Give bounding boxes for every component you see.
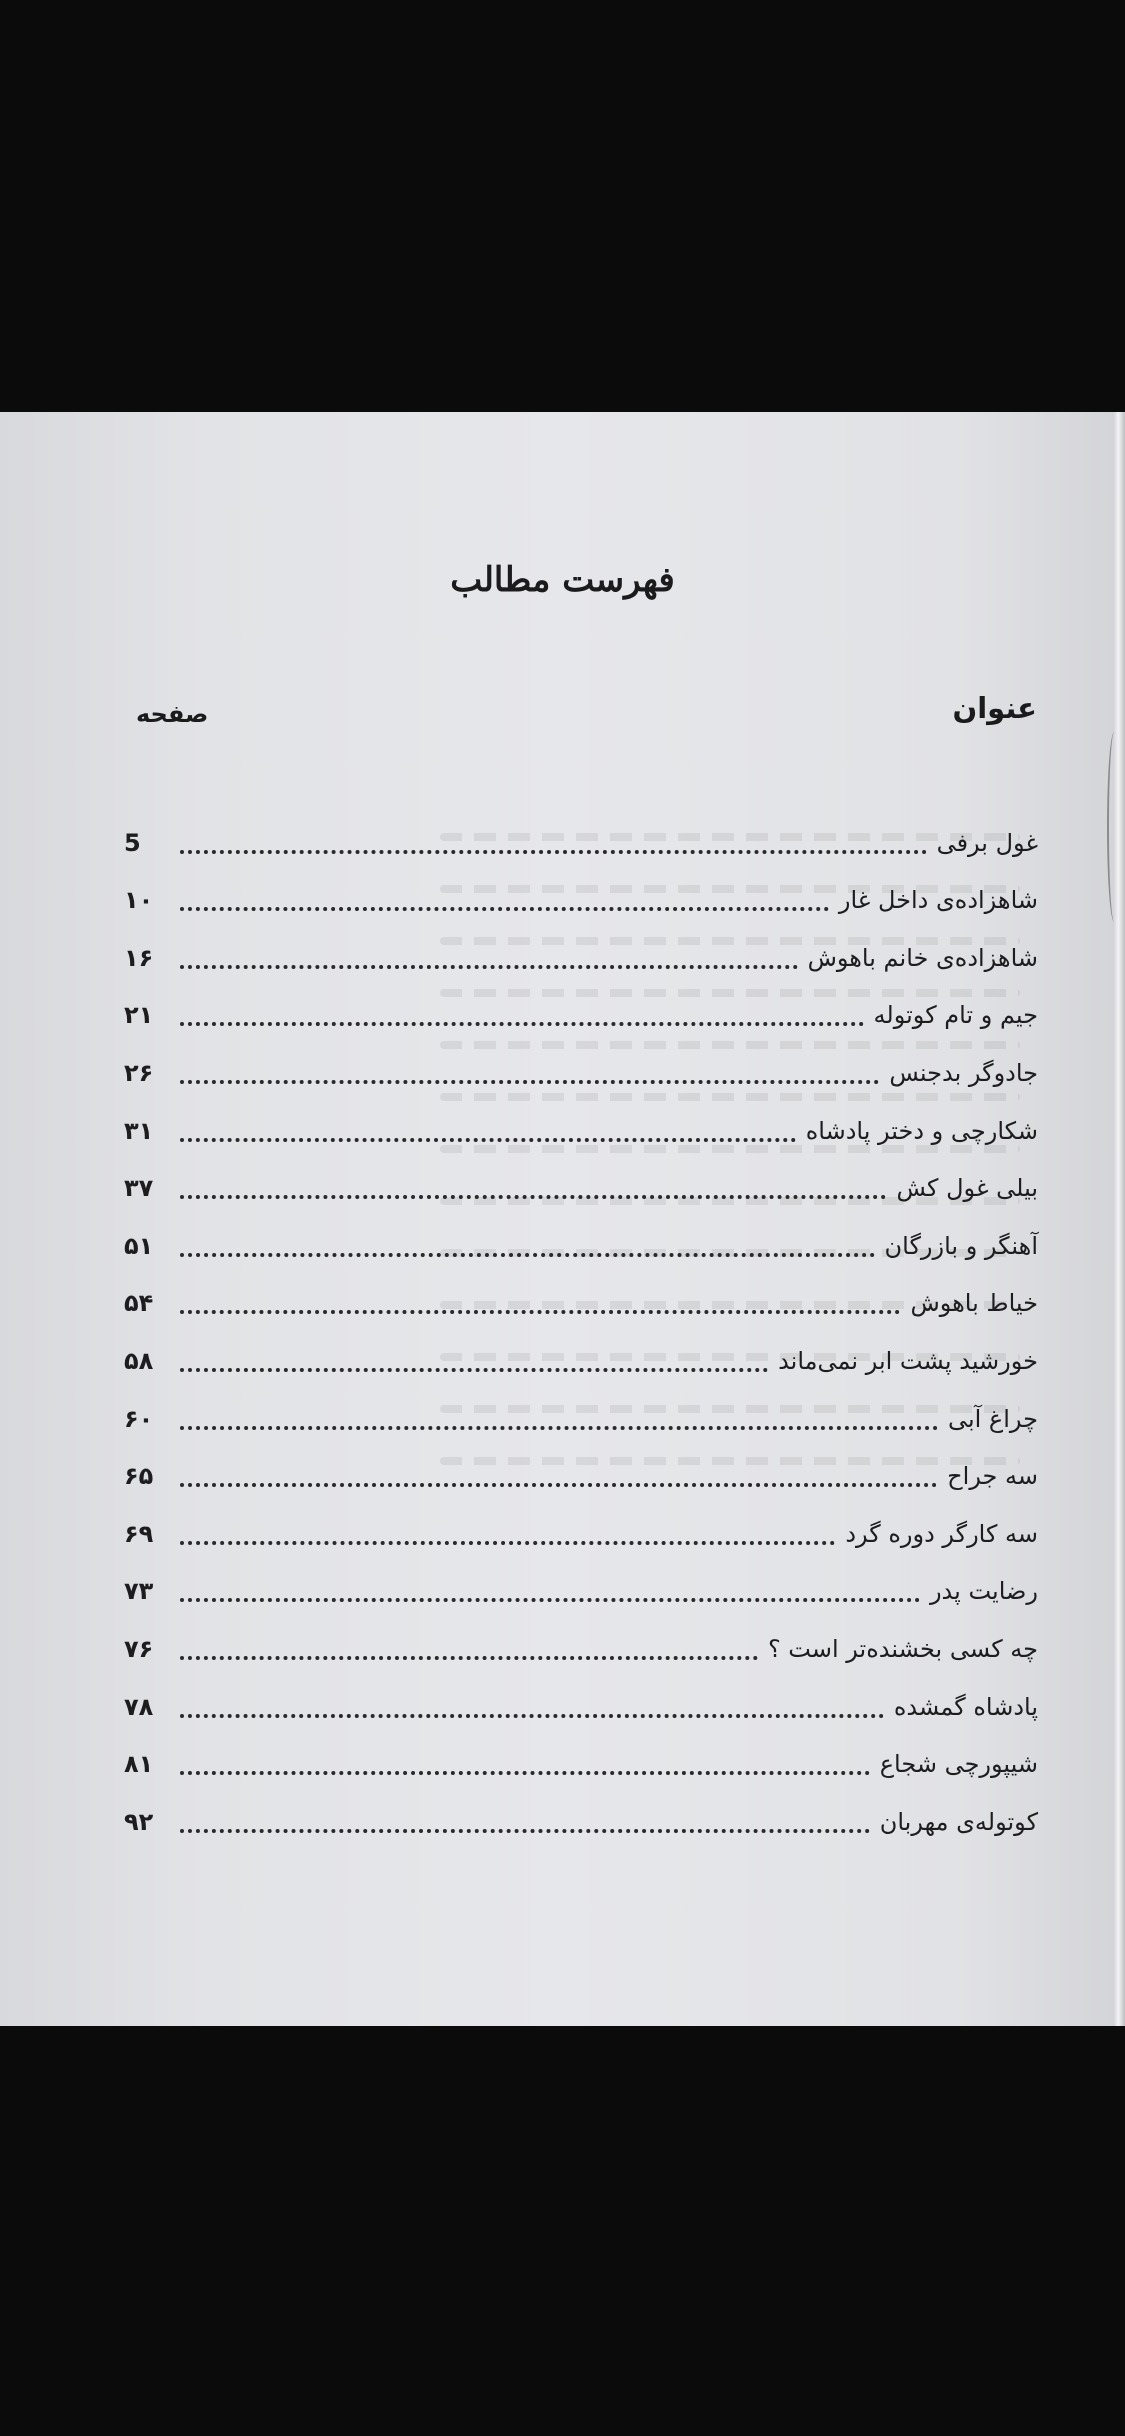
table-of-contents [124,802,1038,1839]
page-curl [1107,732,1119,922]
toc-entry-page: ۹۲ [124,1807,154,1836]
toc-entry-page: ۶۰ [124,1404,154,1433]
dot-leader [180,1022,864,1026]
toc-entry-page: ۱۰ [124,886,154,915]
dot-leader [180,1598,920,1602]
toc-entry[interactable] [124,1781,1038,1839]
toc-entry[interactable] [124,1378,1038,1436]
toc-entry[interactable] [124,1551,1038,1609]
toc-entry-title: سه کارگر دوره گرد [845,1519,1038,1548]
toc-entry-title: جادوگر بدجنس [889,1058,1038,1087]
toc-entry-title: سه جراح [947,1462,1038,1491]
toc-entry-title: آهنگر و بازرگان [884,1231,1038,1260]
toc-entry-title: شیپورچی شجاع [879,1750,1038,1779]
toc-entry-title: خیاط باهوش [910,1289,1038,1318]
bottom-black-bar [0,2026,1125,2436]
dot-leader [180,1483,937,1487]
page-edge [1113,412,1125,2026]
dot-leader [180,1253,875,1257]
toc-entry-page: ۱۶ [124,943,154,972]
toc-entry-page: ۵۱ [124,1231,154,1260]
toc-entry[interactable] [124,1608,1038,1666]
toc-entry-page: ۸۱ [124,1750,154,1779]
toc-entry[interactable] [124,1032,1038,1090]
toc-entry-title: شکارچی و دختر پادشاه [805,1116,1038,1145]
toc-entry-page: ۵۸ [124,1346,154,1375]
dot-leader [180,1656,758,1660]
toc-entry-title: غول برفی [936,828,1038,857]
dot-leader [180,1829,870,1833]
top-black-bar [0,0,1125,412]
toc-entry[interactable] [124,802,1038,860]
toc-entry-title: چراغ آبی [947,1404,1038,1433]
toc-entry-title: جیم و تام کوتوله [873,1001,1038,1030]
title-column-header: عنوان [952,691,1037,725]
dot-leader [180,850,927,854]
toc-entry[interactable] [124,1148,1038,1206]
toc-entry[interactable] [124,1205,1038,1263]
toc-entry[interactable] [124,1320,1038,1378]
toc-entry[interactable] [124,860,1038,918]
toc-entry-title: رضایت پدر [929,1577,1038,1606]
dot-leader [180,1714,884,1718]
page-column-header: صفحه [136,700,209,728]
dot-leader [180,907,829,911]
toc-entry[interactable] [124,1436,1038,1494]
toc-entry-title: چه کسی بخشنده‌تر است ؟ [767,1634,1038,1663]
toc-entry-page: ۳۱ [124,1116,154,1145]
dot-leader [180,1771,870,1775]
book-page [0,412,1125,2026]
toc-entry-title: خورشید پشت ابر نمی‌ماند [778,1346,1038,1375]
dot-leader [180,1541,835,1545]
dot-leader [180,1368,768,1372]
toc-entry-page: 5 [124,828,141,857]
toc-entry-page: ۶۹ [124,1519,154,1548]
toc-entry-title: کوتوله‌ی مهربان [879,1807,1038,1836]
toc-entry[interactable] [124,1263,1038,1321]
toc-entry-page: ۳۷ [124,1174,154,1203]
toc-entry-title: شاهزاده‌ی داخل غار [838,886,1038,915]
dot-leader [180,1426,938,1430]
dot-leader [180,1138,796,1142]
dot-leader [180,1310,900,1314]
toc-entry-page: ۶۵ [124,1462,154,1491]
toc-entry[interactable] [124,1724,1038,1782]
toc-entry[interactable] [124,975,1038,1033]
toc-entry-page: ۵۴ [124,1289,154,1318]
toc-entry-page: ۷۳ [124,1577,154,1606]
toc-entry-page: ۷۸ [124,1692,154,1721]
toc-entry[interactable] [124,917,1038,975]
toc-entry[interactable] [124,1493,1038,1551]
page-title: فهرست مطالب [450,560,675,600]
toc-entry-title: بیلی غول کش [896,1174,1038,1203]
toc-entry-page: ۷۶ [124,1634,154,1663]
dot-leader [180,965,798,969]
dot-leader [180,1195,886,1199]
toc-entry[interactable] [124,1090,1038,1148]
toc-entry[interactable] [124,1666,1038,1724]
toc-entry-page: ۲۶ [124,1058,154,1087]
toc-entry-title: پادشاه گمشده [893,1692,1038,1721]
bleed-through-heading [430,742,1030,789]
toc-entry-title: شاهزاده‌ی خانم باهوش [807,943,1038,972]
toc-entry-page: ۲۱ [124,1001,154,1030]
dot-leader [180,1080,879,1084]
